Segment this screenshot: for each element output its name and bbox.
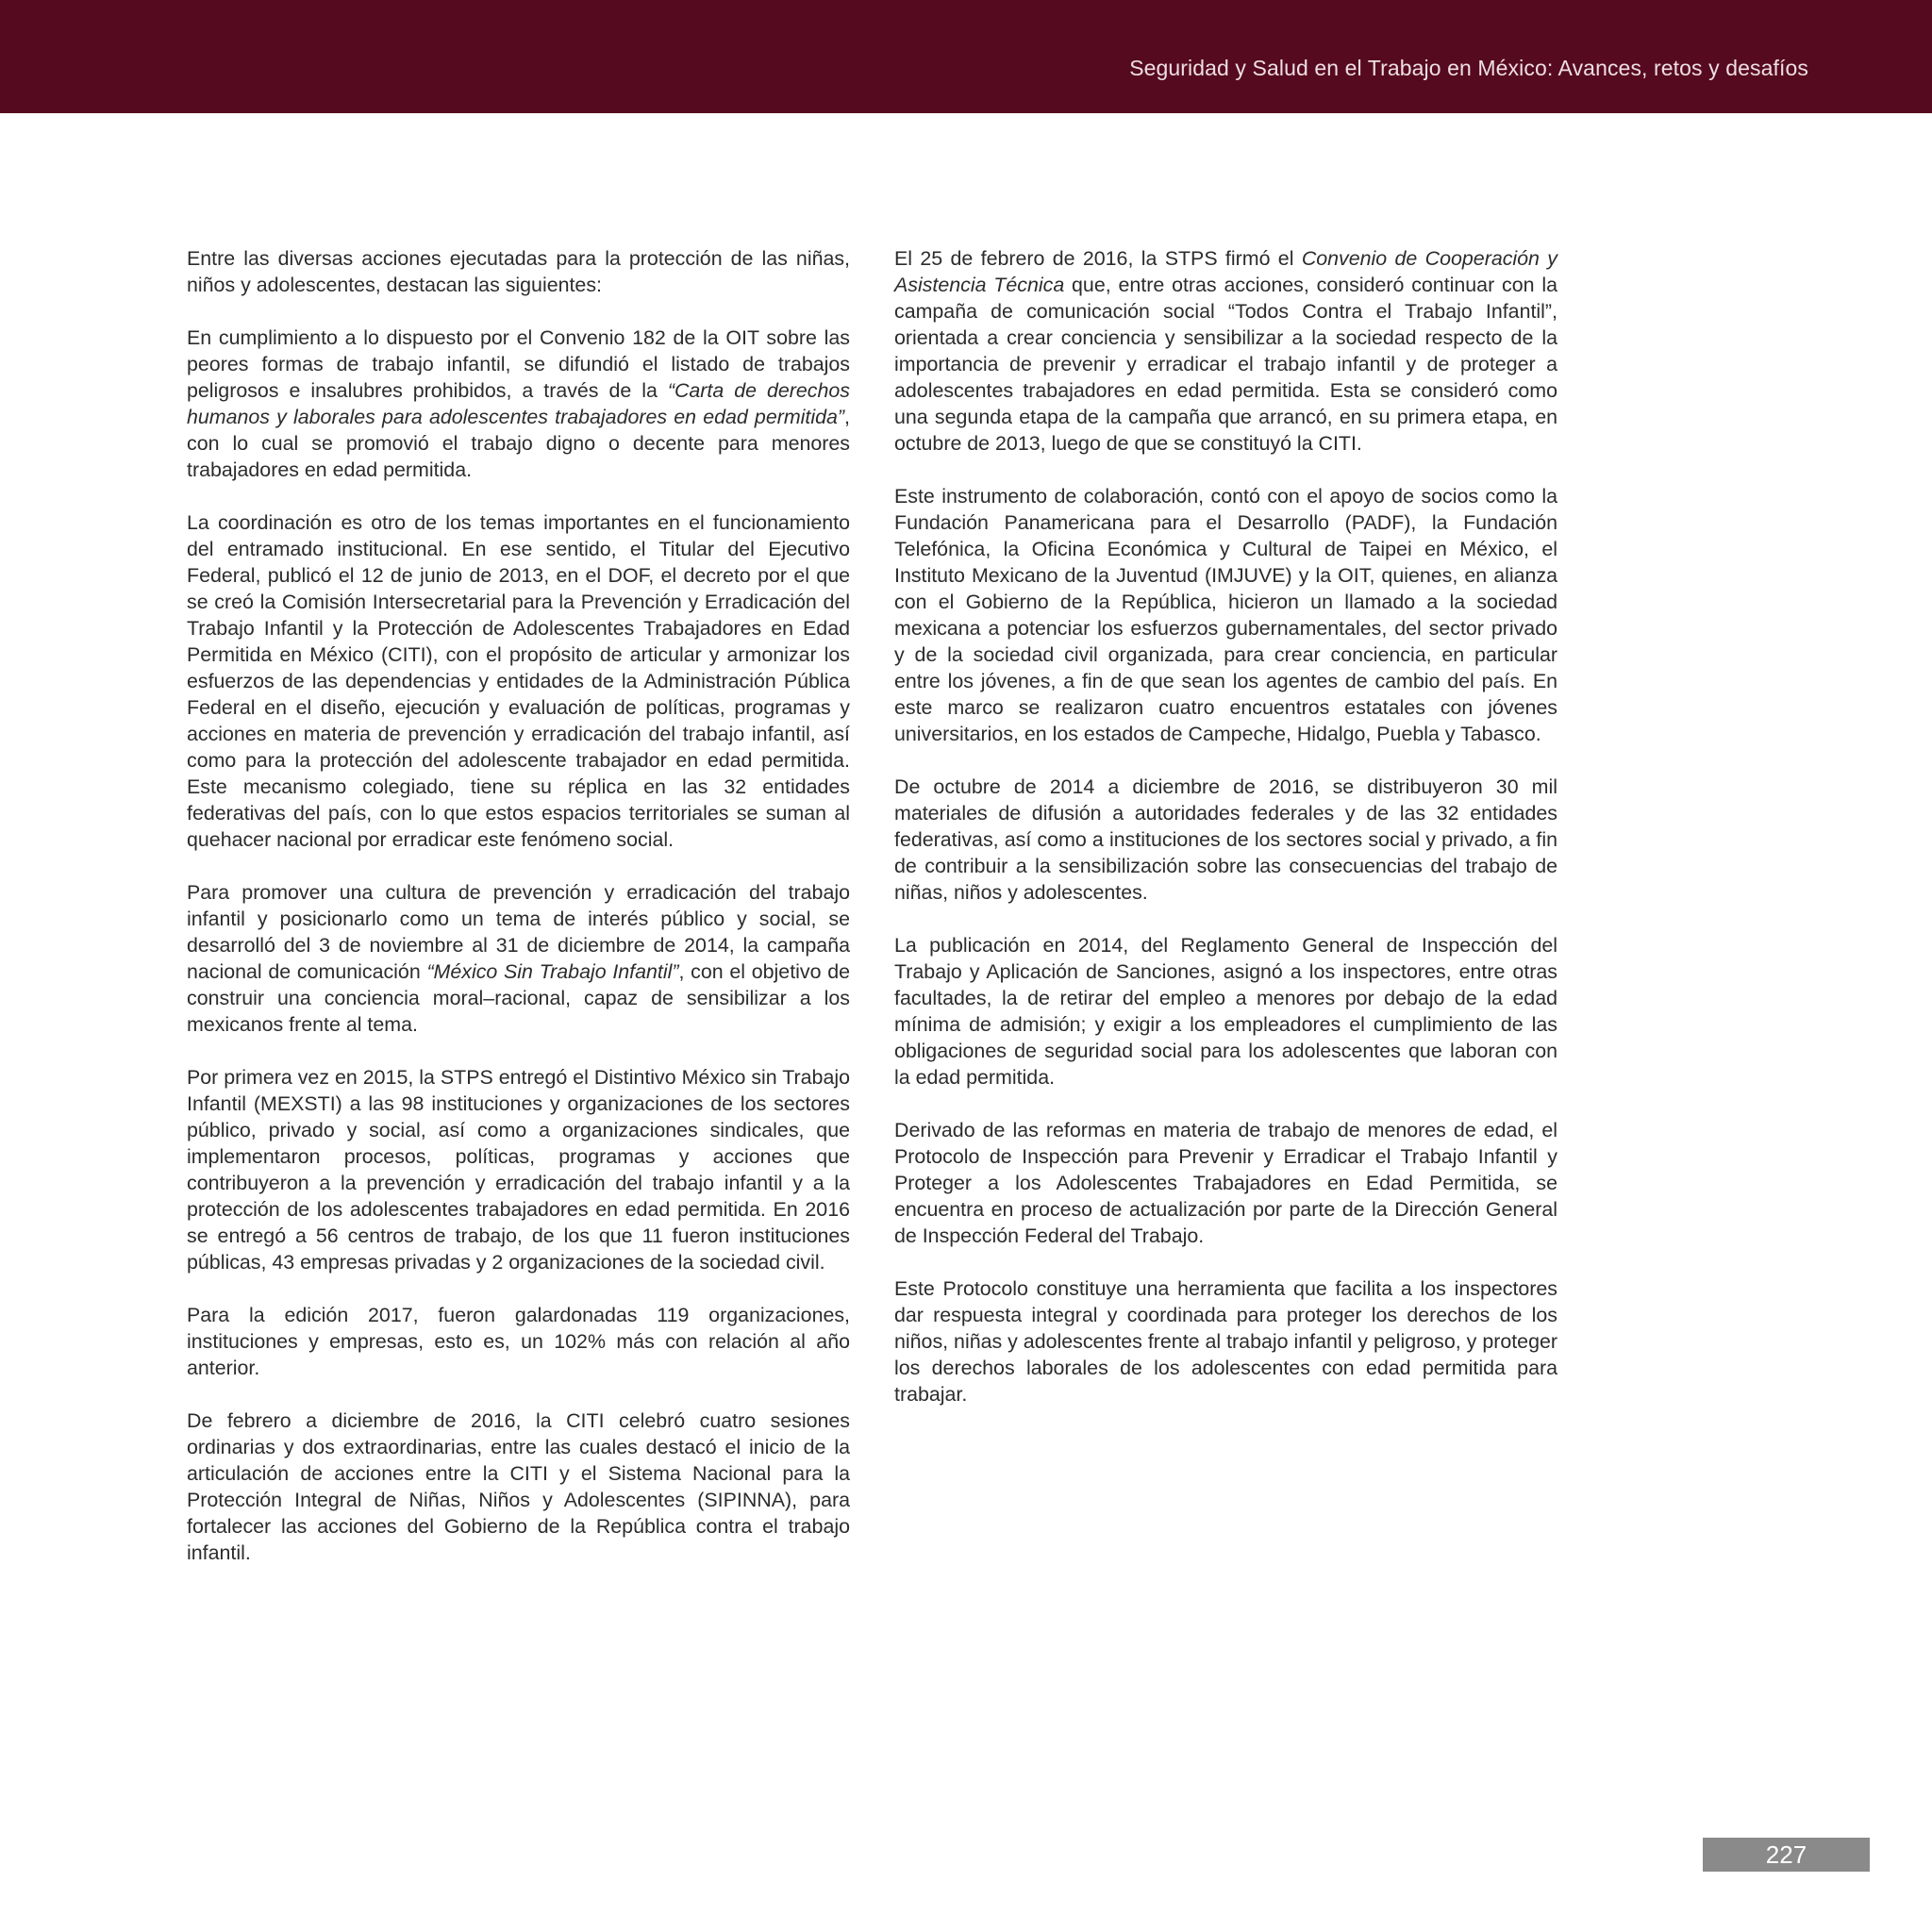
header-band (0, 0, 1932, 113)
paragraph-text: El 25 de febrero de 2016, la STPS firmó el (894, 247, 1302, 270)
italic-title-convenio: Convenio de Cooperación y Asistencia Técnica (894, 247, 1557, 296)
paragraph-edicion-2017: Para la edición 2017, fueron galardonadas 119 organizaciones, instituciones y empresas, esto es, un 102% más con relación al año anterior. (187, 1304, 850, 1379)
paragraph-text: En cumplimiento a lo dispuesto por el Convenio 182 de la OIT sobre las peores formas de trabajo infantil, se difundió el listado de trabajos peligrosos e insalubres prohibidos, a través de la (187, 326, 850, 402)
paragraph-sesiones-citi: De febrero a diciembre de 2016, la CITI celebró cuatro sesiones ordinarias y dos extraordinarias, entre las cuales destacó el inicio de la articulación de acciones entre la CITI y el Sistema Nacional para la Protección Integral de Niñas, Niños y Adolescentes (SIPINNA), para fortalecer las acciones del Gobierno de la República contra el trabajo infantil. (187, 1409, 850, 1564)
paragraph-campana-nacional (187, 879, 850, 1038)
italic-title-carta: “Carta de derechos humanos y laborales para adolescentes trabajadores en edad permitida” (187, 379, 850, 428)
paragraph-reglamento-inspeccion: La publicación en 2014, del Reglamento General de Inspección del Trabajo y Aplicación de Sanciones, asignó a los inspectores, entre otras facultades, la de retirar del empleo a menores por debajo de la edad mínima de admisión; y exigir a los empleadores el cumplimiento de las obligaciones de seguridad social para los adolescentes que laboran con la edad permitida. (894, 934, 1557, 1089)
page-number-badge (1703, 1838, 1870, 1872)
page-number: 227 (1765, 1840, 1807, 1869)
right-column (894, 245, 1557, 1434)
paragraph-convenio-182 (187, 325, 850, 483)
left-column (187, 245, 850, 1592)
paragraph-protocolo-herramienta: Este Protocolo constituye una herramienta que facilita a los inspectores dar respuesta integral y coordinada para proteger los derechos de los niños, niñas y adolescentes frente al trabajo infantil y peligroso, y proteger los derechos laborales de los adolescentes con edad permitida para trabajar. (894, 1277, 1557, 1406)
paragraph-protocolo-inspeccion: Derivado de las reformas en materia de trabajo de menores de edad, el Protocolo de Inspección para Prevenir y Erradicar el Trabajo Infantil y Proteger a los Adolescentes Trabajadores en Edad Permitida, se encuentra en proceso de actualización por parte de la Dirección General de Inspección Federal del Trabajo. (894, 1119, 1557, 1247)
paragraph-text: Para promover una cultura de prevención y erradicación del trabajo infantil y posicionarlo como un tema de interés público y social, se desarrolló del 3 de noviembre al 31 de diciembre de 2014, la campaña nacional de comunicación (187, 881, 850, 983)
running-header-title: Seguridad y Salud en el Trabajo en México: Avances, retos y desafíos (1129, 56, 1808, 80)
italic-title-campana: “México Sin Trabajo Infantil” (426, 960, 679, 983)
paragraph-intro: Entre las diversas acciones ejecutadas para la protección de las niñas, niños y adolescentes, destacan las siguientes: (187, 247, 850, 296)
paragraph-materiales-difusion: De octubre de 2014 a diciembre de 2016, se distribuyeron 30 mil materiales de difusión a autoridades federales y de las 32 entidades federativas, así como a instituciones de los sectores social y privado, a fin de contribuir a la sensibilización sobre las consecuencias del trabajo de niñas, niños y adolescentes. (894, 775, 1557, 904)
paragraph-distintivo-mexsti: Por primera vez en 2015, la STPS entregó el Distintivo México sin Trabajo Infantil (MEXSTI) a las 98 instituciones y organizaciones de los sectores público, privado y social, así como a organizaciones sindicales, que implementaron procesos, políticas, programas y acciones que contribuyeron a la prevención y erradicación del trabajo infantil y a la protección de los adolescentes trabajadores en edad permitida. En 2016 se entregó a 56 centros de trabajo, de los que 11 fueron instituciones públicas, 43 empresas privadas y 2 organizaciones de la sociedad civil. (187, 1066, 850, 1274)
paragraph-text: que, entre otras acciones, consideró continuar con la campaña de comunicación social “Todos Contra el Trabajo Infantil”, orientada a crear conciencia y sensibilizar a la sociedad respecto de la importancia de prevenir y erradicar el trabajo infantil y de proteger a adolescentes trabajadores en edad permitida. Esta se consideró como una segunda etapa de la campaña que arrancó, en su primera etapa, en octubre de 2013, luego de que se constituyó la CITI. (894, 274, 1557, 455)
paragraph-instrumento-colaboracion: Este instrumento de colaboración, contó con el apoyo de socios como la Fundación Panamericana para el Desarrollo (PADF), la Fundación Telefónica, la Oficina Económica y Cultural de Taipei en México, el Instituto Mexicano de la Juventud (IMJUVE) y la OIT, quienes, en alianza con el Gobierno de la República, hicieron un llamado a la sociedad mexicana a potenciar los esfuerzos gubernamentales, del sector privado y de la sociedad civil organizada, para crear conciencia, en particular entre los jóvenes, a fin de que sean los agentes de cambio del país. En este marco se realizaron cuatro encuentros estatales con jóvenes universitarios, en los estados de Campeche, Hidalgo, Puebla y Tabasco. (894, 485, 1557, 745)
paragraph-convenio-cooperacion (894, 245, 1557, 457)
paragraph-text: , con lo cual se promovió el trabajo digno o decente para menores trabajadores en edad permitida. (187, 406, 850, 481)
paragraph-coordinacion-citi: La coordinación es otro de los temas importantes en el funcionamiento del entramado institucional. En ese sentido, el Titular del Ejecutivo Federal, publicó el 12 de junio de 2013, en el DOF, el decreto por el que se creó la Comisión Intersecretarial para la Prevención y Erradicación del Trabajo Infantil y la Protección de Adolescentes Trabajadores en Edad Permitida en México (CITI), con el propósito de articular y armonizar los esfuerzos de las dependencias y entidades de la Administración Pública Federal en el diseño, ejecución y evaluación de políticas, programas y acciones en materia de prevención y erradicación del trabajo infantil, así como para la protección del adolescente trabajador en edad permitida. Este mecanismo colegiado, tiene su réplica en las 32 entidades federativas del país, con lo que estos espacios territoriales se suman al quehacer nacional por erradicar este fenómeno social. (187, 511, 850, 851)
paragraph-text: , con el objetivo de construir una conciencia moral–racional, capaz de sensibilizar a los mexicanos frente al tema. (187, 960, 850, 1036)
